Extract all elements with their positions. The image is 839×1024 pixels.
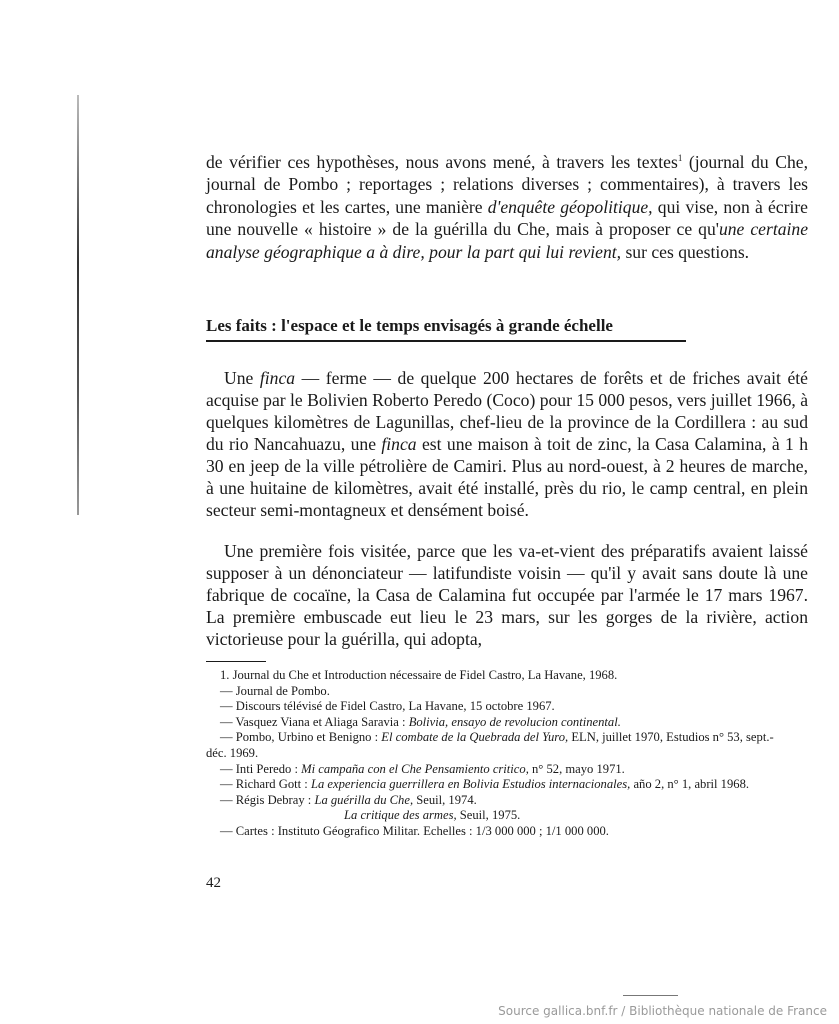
footnote-ref-1: 1 xyxy=(677,153,683,163)
footnotes xyxy=(206,668,786,840)
footnote-item xyxy=(206,730,786,761)
footnote-item xyxy=(206,793,786,809)
footnote-item xyxy=(206,808,786,824)
intro-text-3: qui vise, non à écrire une nouvelle « histoire » de la guérilla du Che, mais à proposer ce qu' xyxy=(206,196,808,240)
footnote-text: Seuil, 1974. xyxy=(413,792,477,807)
footnote-item xyxy=(206,777,786,793)
intro-italic-2: une certaine analyse géographique a à dire, pour la part qui lui revient, xyxy=(206,219,808,262)
footnote-item xyxy=(206,699,786,715)
footnote-title: El combate de la Quebrada del Yuro, xyxy=(381,730,569,745)
footnote-title: La guérilla du Che, xyxy=(314,792,414,807)
footnote-text: — Régis Debray : xyxy=(220,792,315,807)
footnote-item xyxy=(206,668,786,684)
footnote-text: — Richard Gott : xyxy=(220,777,311,792)
footnote-text: — Discours télévisé de Fidel Castro, La Havane, 15 octobre 1967. xyxy=(220,699,555,714)
footnote-text: año 2, n° 1, abril 1968. xyxy=(630,777,750,792)
intro-text-1: de vérifier ces hypothèses, nous avons mené, à travers les textes xyxy=(206,151,678,172)
p1-italic-1: finca xyxy=(259,368,296,388)
p1-italic-2: finca xyxy=(381,434,417,454)
body-paragraph-2: Une première fois visitée, parce que les va-et-vient des préparatifs avaient laissé supposer à un dénonciateur — latifundiste voisin — qu'il y avait sans doute là une fabrique de cocaïne, la Casa de Calamina fut occupée par l'armée le 17 mars 1967. La première embuscade eut lieu le 23 mars, sur les gorges de la rivière, action victorieuse pour la guérilla, qui adopta, xyxy=(206,541,808,649)
footnote-item xyxy=(206,684,786,700)
footnote-title: La experiencia guerrillera en Bolivia Estudios internacionales, xyxy=(310,777,631,792)
intro-italic-1: d'enquête géopolitique, xyxy=(487,196,653,217)
footnote-text: — Cartes : Instituto Géografico Militar. Echelles : 1/3 000 000 ; 1/1 000 000. xyxy=(220,823,609,838)
intro-paragraph xyxy=(206,147,808,263)
p1-text-2: — ferme — de quelque 200 hectares de forêts et de friches avait été acquise par le Bolivien Roberto Peredo (Coco) pour 15 000 pesos, vers juillet 1966, à quelques kilomètres de Lagunillas, chef-lieu de la province de la Cordillera : au sud du rio Nancahuazu, une xyxy=(206,368,808,454)
footnote-text: — Vasquez Viana et Aliaga Saravia : xyxy=(220,714,409,729)
intro-text-2: (journal du Che, journal de Pombo ; reportages ; relations diverses ; commentaires), à travers les chronologies et les cartes, une manière xyxy=(206,151,808,217)
footnote-text: Seuil, 1975. xyxy=(456,808,521,823)
footnote-text: — Pombo, Urbino et Benigno : xyxy=(220,730,382,745)
page-number: 42 xyxy=(206,875,221,891)
footnote-text: n° 52, mayo 1971. xyxy=(528,761,625,776)
footnote-divider xyxy=(206,661,266,662)
footnote-title: Bolivia, ensayo de revolucion continental. xyxy=(408,714,621,729)
source-divider xyxy=(623,995,678,996)
footnote-text: ELN, juillet 1970, Estudios n° 53, sept.-déc. 1969. xyxy=(206,730,774,760)
footnote-item xyxy=(206,762,786,778)
footnote-item xyxy=(206,715,786,731)
footnote-title: La critique des armes, xyxy=(344,808,457,823)
p1-text-3: est une maison à toit de zinc, la Casa Calamina, à 1 h 30 en jeep de la ville pétrolière de Camiri. Plus au nord-ouest, à 2 heures de marche, à une huitaine de kilomètres, avait été installé, près du rio, le camp central, en plein secteur semi-montagneux et densément boisé. xyxy=(206,434,808,520)
p1-text-1: Une xyxy=(224,368,260,388)
source-attribution: Source gallica.bnf.fr / Bibliothèque nationale de France xyxy=(498,1004,827,1018)
binding-margin-line xyxy=(77,95,79,515)
intro-text-4: sur ces questions. xyxy=(621,241,750,262)
footnote-text: — Journal de Pombo. xyxy=(220,683,330,698)
footnote-text: — Inti Peredo : xyxy=(220,761,302,776)
body-paragraph-1 xyxy=(206,367,808,521)
section-heading: Les faits : l'espace et le temps envisagés à grande échelle xyxy=(206,316,686,342)
footnote-item xyxy=(206,824,786,840)
footnote-text: 1. Journal du Che et Introduction nécessaire de Fidel Castro, La Havane, 1968. xyxy=(220,668,618,682)
footnote-title: Mi campaña con el Che Pensamiento critico, xyxy=(301,761,529,776)
